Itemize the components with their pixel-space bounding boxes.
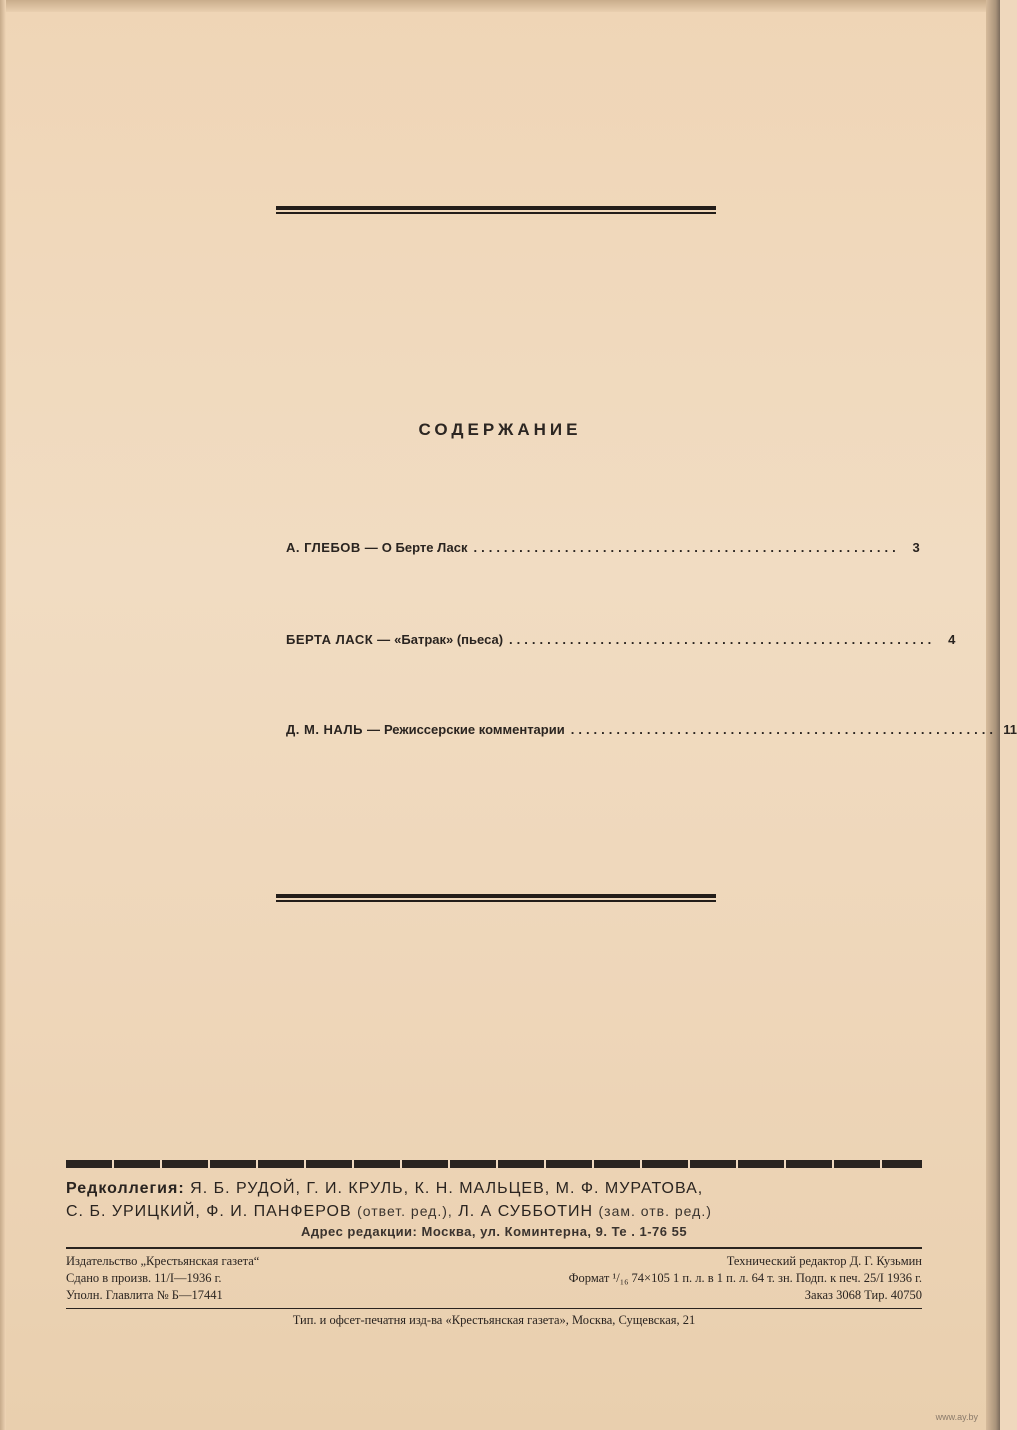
editorial-board xyxy=(66,1178,922,1223)
toc-page-number: 11 xyxy=(1003,722,1017,737)
toc-page-number: 4 xyxy=(948,632,956,647)
toc-dash: — xyxy=(364,540,378,555)
colophon-rule xyxy=(66,1160,922,1168)
paper-edge-right xyxy=(986,0,1000,1430)
toc-work: Режиссерские комментарии xyxy=(383,722,565,737)
imprint-block xyxy=(66,1253,922,1304)
toc-leader-dots: ........................................................ xyxy=(473,540,900,555)
editorial-board-line2a: С. Б. УРИЦКИЙ, Ф. И. ПАНФЕРОВ xyxy=(66,1203,352,1220)
toc-dash: — xyxy=(366,722,380,737)
toc-entry xyxy=(286,722,1017,742)
paper-edge-top xyxy=(0,0,1000,12)
toc-author: А. ГЛЕБОВ xyxy=(286,540,361,555)
top-double-rule xyxy=(276,206,716,215)
toc-entry xyxy=(286,540,920,560)
tech-editor: Технический редактор Д. Г. Кузьмин xyxy=(726,1254,922,1268)
toc-work: «Батрак» (пьеса) xyxy=(394,632,504,647)
toc-entry xyxy=(286,632,956,652)
toc-author: БЕРТА ЛАСК xyxy=(286,632,374,647)
print-format: Формат ¹/₁₆ 74×105 1 п. л. в 1 п. л. 64 т. зн. Подп. к печ. 25/I 1936 г. xyxy=(568,1271,922,1285)
bottom-double-rule xyxy=(276,894,716,903)
glavlit-number: Уполн. Главлита № Б—17441 xyxy=(66,1288,223,1302)
editorial-board-line1: Я. Б. РУДОЙ, Г. И. КРУЛЬ, К. Н. МАЛЬЦЕВ, М. Ф. МУРАТОВА, xyxy=(190,1180,704,1197)
toc-page-number: 3 xyxy=(912,540,920,555)
submitted-date: Сдано в произв. 11/I—1936 г. xyxy=(66,1271,222,1285)
order-and-run: Заказ 3068 Тир. 40750 xyxy=(804,1288,922,1302)
editorial-address: Адрес редакции: Москва, ул. Коминтерна, 9. Те . 1-76 55 xyxy=(300,1224,688,1239)
colophon xyxy=(66,1160,922,1328)
editorial-board-line2d: (зам. отв. ред.) xyxy=(598,1203,712,1219)
toc-author: Д. М. НАЛЬ xyxy=(286,722,363,737)
editorial-board-line2c: Л. А СУББОТИН xyxy=(458,1203,594,1220)
publisher: Издательство „Крестьянская газета“ xyxy=(66,1254,260,1268)
editorial-board-line2b: (ответ. ред.), xyxy=(357,1203,453,1219)
printer-line: Тип. и офсет-печатня изд-ва «Крестьянская газета», Москва, Сущевская, 21 xyxy=(292,1313,696,1327)
editorial-board-label: Редколлегия: xyxy=(66,1180,185,1197)
toc-leader-dots: ........................................................ xyxy=(570,722,997,737)
paper-edge-left xyxy=(0,0,6,1430)
imprint-rule xyxy=(66,1247,922,1249)
toc-leader-dots: ........................................................ xyxy=(509,632,936,647)
toc-title: СОДЕРЖАНИЕ xyxy=(418,420,582,439)
printer-rule xyxy=(66,1308,922,1309)
site-watermark: www.ay.by xyxy=(935,1412,978,1422)
toc-dash: — xyxy=(377,632,391,647)
toc-work: О Берте Ласк xyxy=(381,540,468,555)
